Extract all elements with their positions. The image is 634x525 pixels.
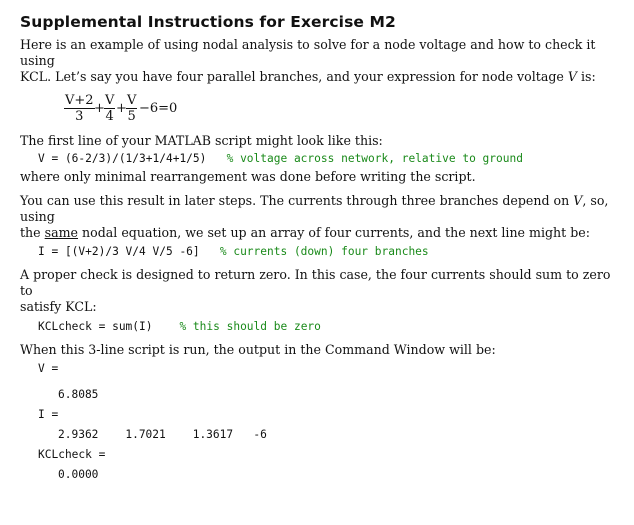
intro-paragraph xyxy=(20,37,620,85)
output-v-value: 6.8085 xyxy=(58,388,99,401)
check-line2: satisfy KCL: xyxy=(20,299,97,314)
use-line2-post: nodal equation, we set up an array of four currents, and the next line might be: xyxy=(78,225,590,240)
code-line-2-comment: % currents (down) four branches xyxy=(219,245,429,258)
fraction-3-denominator: 5 xyxy=(127,109,136,124)
page-title: Supplemental Instructions for Exercise M2 xyxy=(20,13,396,31)
code-line-2 xyxy=(20,245,620,259)
output-i-label: I = xyxy=(38,408,59,421)
plus-sign-2: + xyxy=(116,101,127,116)
output-i-values: 2.9362 1.7021 1.3617 -6 xyxy=(58,428,267,441)
fraction-2 xyxy=(104,93,115,124)
node-voltage-equation xyxy=(64,91,620,127)
check-line1: A proper check is designed to return zero. In this case, the four currents should sum to zero to xyxy=(20,267,611,298)
use-line1-pre: You can use this result in later steps. The currents through three branches depend on xyxy=(20,193,574,208)
use-var-v: V xyxy=(573,193,583,208)
code-line-1-comment: % voltage across network, relative to ground xyxy=(226,152,523,165)
use-result-paragraph xyxy=(20,193,620,241)
intro-line2-pre: KCL. Let’s say you have four parallel branches, and your expression for node voltage xyxy=(20,69,568,84)
document-page xyxy=(20,13,620,482)
fraction-2-denominator: 4 xyxy=(105,109,114,124)
use-line2-pre: the xyxy=(20,225,45,240)
output-v-label: V = xyxy=(38,362,59,375)
output-kcl-value: 0.0000 xyxy=(58,468,99,481)
fraction-3 xyxy=(126,93,137,124)
code-line-3 xyxy=(20,320,620,334)
code-line-1-code: V = (6-2/3)/(1/3+1/4+1/5) xyxy=(38,152,227,165)
use-underlined-word: same xyxy=(44,225,79,240)
rearrangement-paragraph: where only minimal rearrangement was done before writing the script. xyxy=(20,169,476,184)
equation-tail: −6=0 xyxy=(139,101,178,116)
code-line-3-comment: % this should be zero xyxy=(179,320,321,333)
fraction-3-numerator: V xyxy=(127,93,137,108)
run-paragraph: When this 3-line script is run, the output in the Command Window will be: xyxy=(20,342,496,357)
code-line-2-code: I = [(V+2)/3 V/4 V/5 -6] xyxy=(38,245,220,258)
intro-var-v: V xyxy=(567,69,577,84)
fraction-1-denominator: 3 xyxy=(75,109,84,124)
command-window-output xyxy=(20,362,620,482)
fraction-2-numerator: V xyxy=(105,93,115,108)
check-paragraph xyxy=(20,267,620,315)
plus-sign-1: + xyxy=(94,101,105,116)
intro-line1: Here is an example of using nodal analysis to solve for a node voltage and how to check it using xyxy=(20,37,596,68)
output-kcl-label: KCLcheck = xyxy=(38,448,106,461)
code-line-1 xyxy=(20,152,620,166)
code-line-3-code: KCLcheck = sum(I) xyxy=(38,320,180,333)
use-line1-post: , so, using xyxy=(20,193,609,224)
fraction-1 xyxy=(64,93,95,124)
fraction-1-numerator: V+2 xyxy=(65,93,94,108)
first-line-paragraph: The first line of your MATLAB script might look like this: xyxy=(20,133,383,148)
intro-line2-post: is: xyxy=(576,69,596,84)
